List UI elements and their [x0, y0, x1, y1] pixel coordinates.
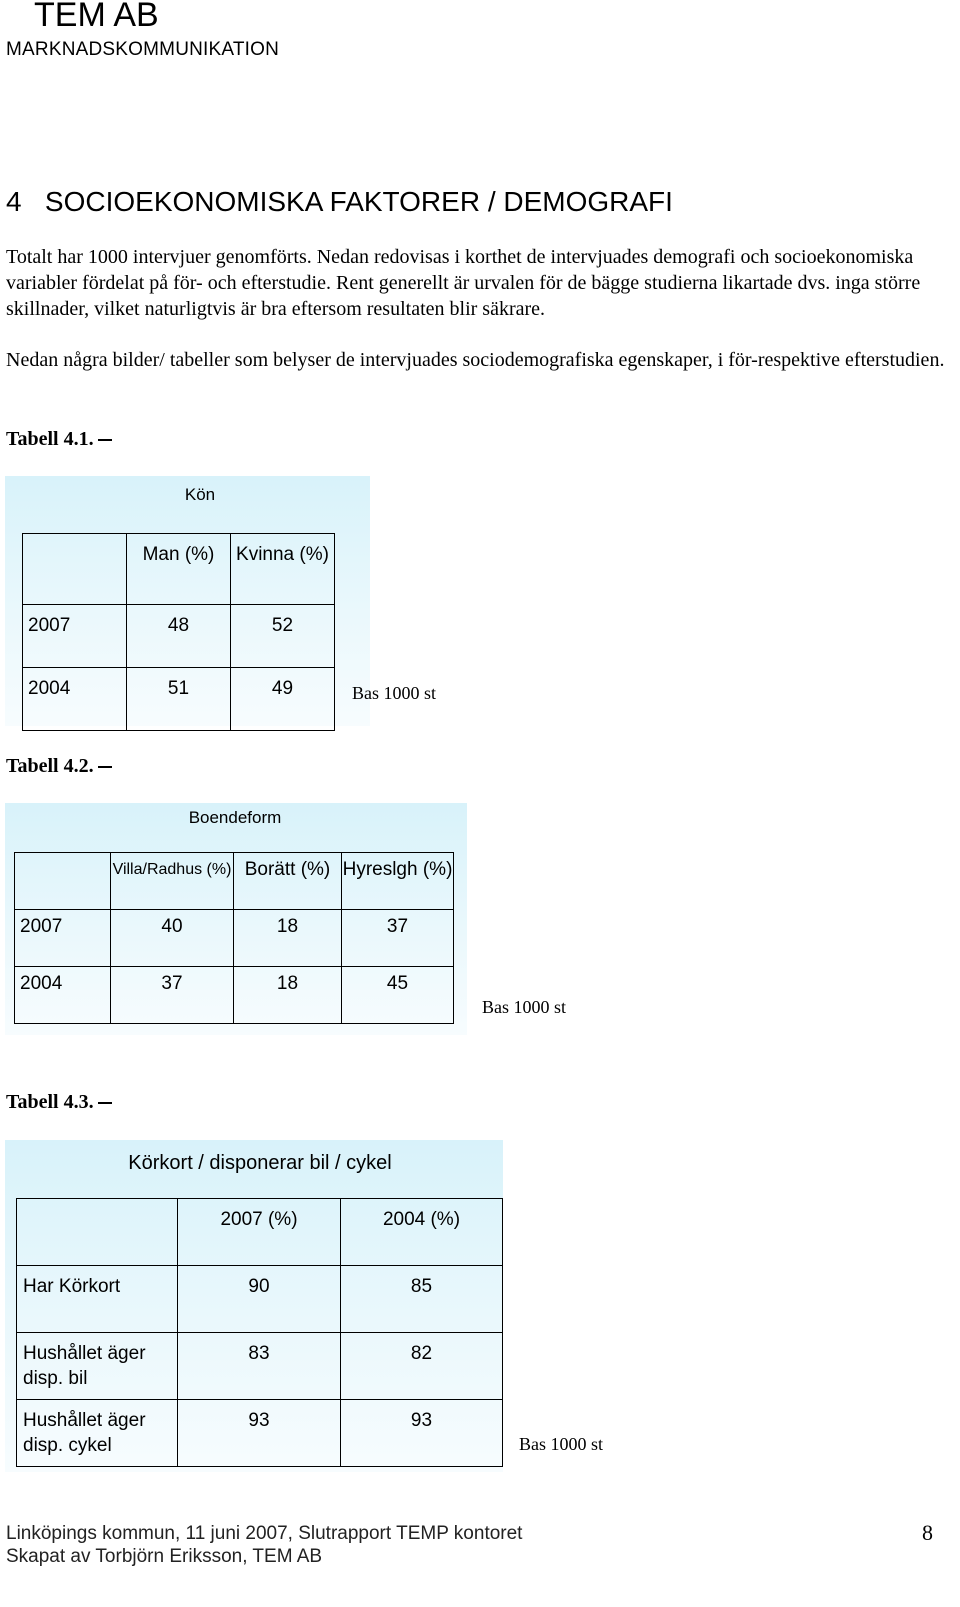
table-cell: 49 — [231, 668, 335, 731]
table-cell: 83 — [178, 1333, 341, 1400]
dash-line — [98, 766, 112, 768]
table-label-text: Tabell 4.3. — [6, 1091, 94, 1113]
section-heading: 4 SOCIOEKONOMISKA FAKTORER / DEMOGRAFI — [6, 186, 673, 217]
license-vehicle-table — [16, 1198, 503, 1467]
table-cell: 48 — [127, 605, 231, 668]
table-label-text: Tabell 4.1. — [6, 428, 94, 450]
table-header-row — [23, 534, 335, 605]
table-cell: 93 — [341, 1400, 503, 1467]
table-header-cell — [23, 534, 127, 605]
dash-line — [98, 439, 112, 441]
table-header-cell: 2004 (%) — [341, 1199, 503, 1266]
table-cell: 2007 — [15, 910, 111, 967]
table-cell: 2004 — [23, 668, 127, 731]
table-cell: 2004 — [15, 967, 111, 1024]
table-label-text: Tabell 4.2. — [6, 755, 94, 777]
table-cell: 18 — [234, 967, 342, 1024]
table-label-4-1 — [6, 426, 112, 452]
table-label-4-2 — [6, 753, 112, 779]
table-caption: Körkort / disponerar bil / cykel — [128, 1152, 392, 1174]
table-cell: 40 — [111, 910, 234, 967]
company-tagline: MARKNADSKOMMUNIKATION — [6, 39, 280, 60]
table-row — [15, 910, 454, 967]
page-footer — [6, 1522, 522, 1568]
table-row — [23, 668, 335, 731]
table-row — [17, 1266, 503, 1333]
table-cell: 93 — [178, 1400, 341, 1467]
gender-table — [22, 533, 335, 731]
table-cell: 51 — [127, 668, 231, 731]
table-cell: Har Körkort — [17, 1266, 178, 1333]
dash-line — [98, 1102, 112, 1104]
table-cell: 85 — [341, 1266, 503, 1333]
table-base-note: Bas 1000 st — [519, 1434, 604, 1454]
table-caption: Kön — [184, 485, 216, 504]
table-cell: 90 — [178, 1266, 341, 1333]
table-cell: 37 — [111, 967, 234, 1024]
table-cell: 82 — [341, 1333, 503, 1400]
table-cell: 45 — [342, 967, 454, 1024]
footer-line: Linköpings kommun, 11 juni 2007, Slutrapport TEMP kontoret — [6, 1523, 523, 1544]
table-cell: 18 — [234, 910, 342, 967]
table-cell: 37 — [342, 910, 454, 967]
table-header-cell — [15, 853, 111, 910]
table-header-cell — [17, 1199, 178, 1266]
table-header-cell: 2007 (%) — [178, 1199, 341, 1266]
table-row — [23, 605, 335, 668]
table-header-cell: Kvinna (%) — [231, 534, 335, 605]
table-cell: 52 — [231, 605, 335, 668]
table-header-row — [17, 1199, 503, 1266]
table-header-cell: Man (%) — [127, 534, 231, 605]
table-header-cell: Borätt (%) — [234, 853, 342, 910]
table-row — [15, 967, 454, 1024]
intro-paragraph: Totalt har 1000 intervjuer genomförts. Nedan redovisas i korthet de intervjuades demografi och socioekonomiska variabler fördelat på för- och efterstudie. Rent generellt är urvalen för de bägge studierna likartade dvs. inga större skillnader, vilket naturligtvis är bra eftersom resultaten blir säkrare. — [6, 246, 921, 320]
table-base-note: Bas 1000 st — [482, 997, 567, 1017]
tables-intro-paragraph: Nedan några bilder/ tabeller som belyser de intervjuades sociodemografiska egenskaper, i för-respektive efterstudien. — [6, 349, 945, 371]
table-caption: Boendeform — [188, 808, 282, 827]
table-base-note: Bas 1000 st — [352, 683, 437, 703]
housing-table — [14, 852, 454, 1024]
company-name: TEM AB — [34, 0, 159, 34]
table-header-row — [15, 853, 454, 910]
table-label-4-3 — [6, 1089, 112, 1115]
table-row — [17, 1333, 503, 1400]
table-cell: Hushållet äger disp. cykel — [17, 1400, 178, 1467]
footer-line: Skapat av Torbjörn Eriksson, TEM AB — [6, 1546, 323, 1567]
table-cell: Hushållet äger disp. bil — [17, 1333, 178, 1400]
page-number: 8 — [922, 1520, 933, 1545]
table-row — [17, 1400, 503, 1467]
table-header-cell: Hyreslgh (%) — [342, 853, 454, 910]
table-cell: 2007 — [23, 605, 127, 668]
table-header-cell: Villa/Radhus (%) — [111, 853, 234, 910]
